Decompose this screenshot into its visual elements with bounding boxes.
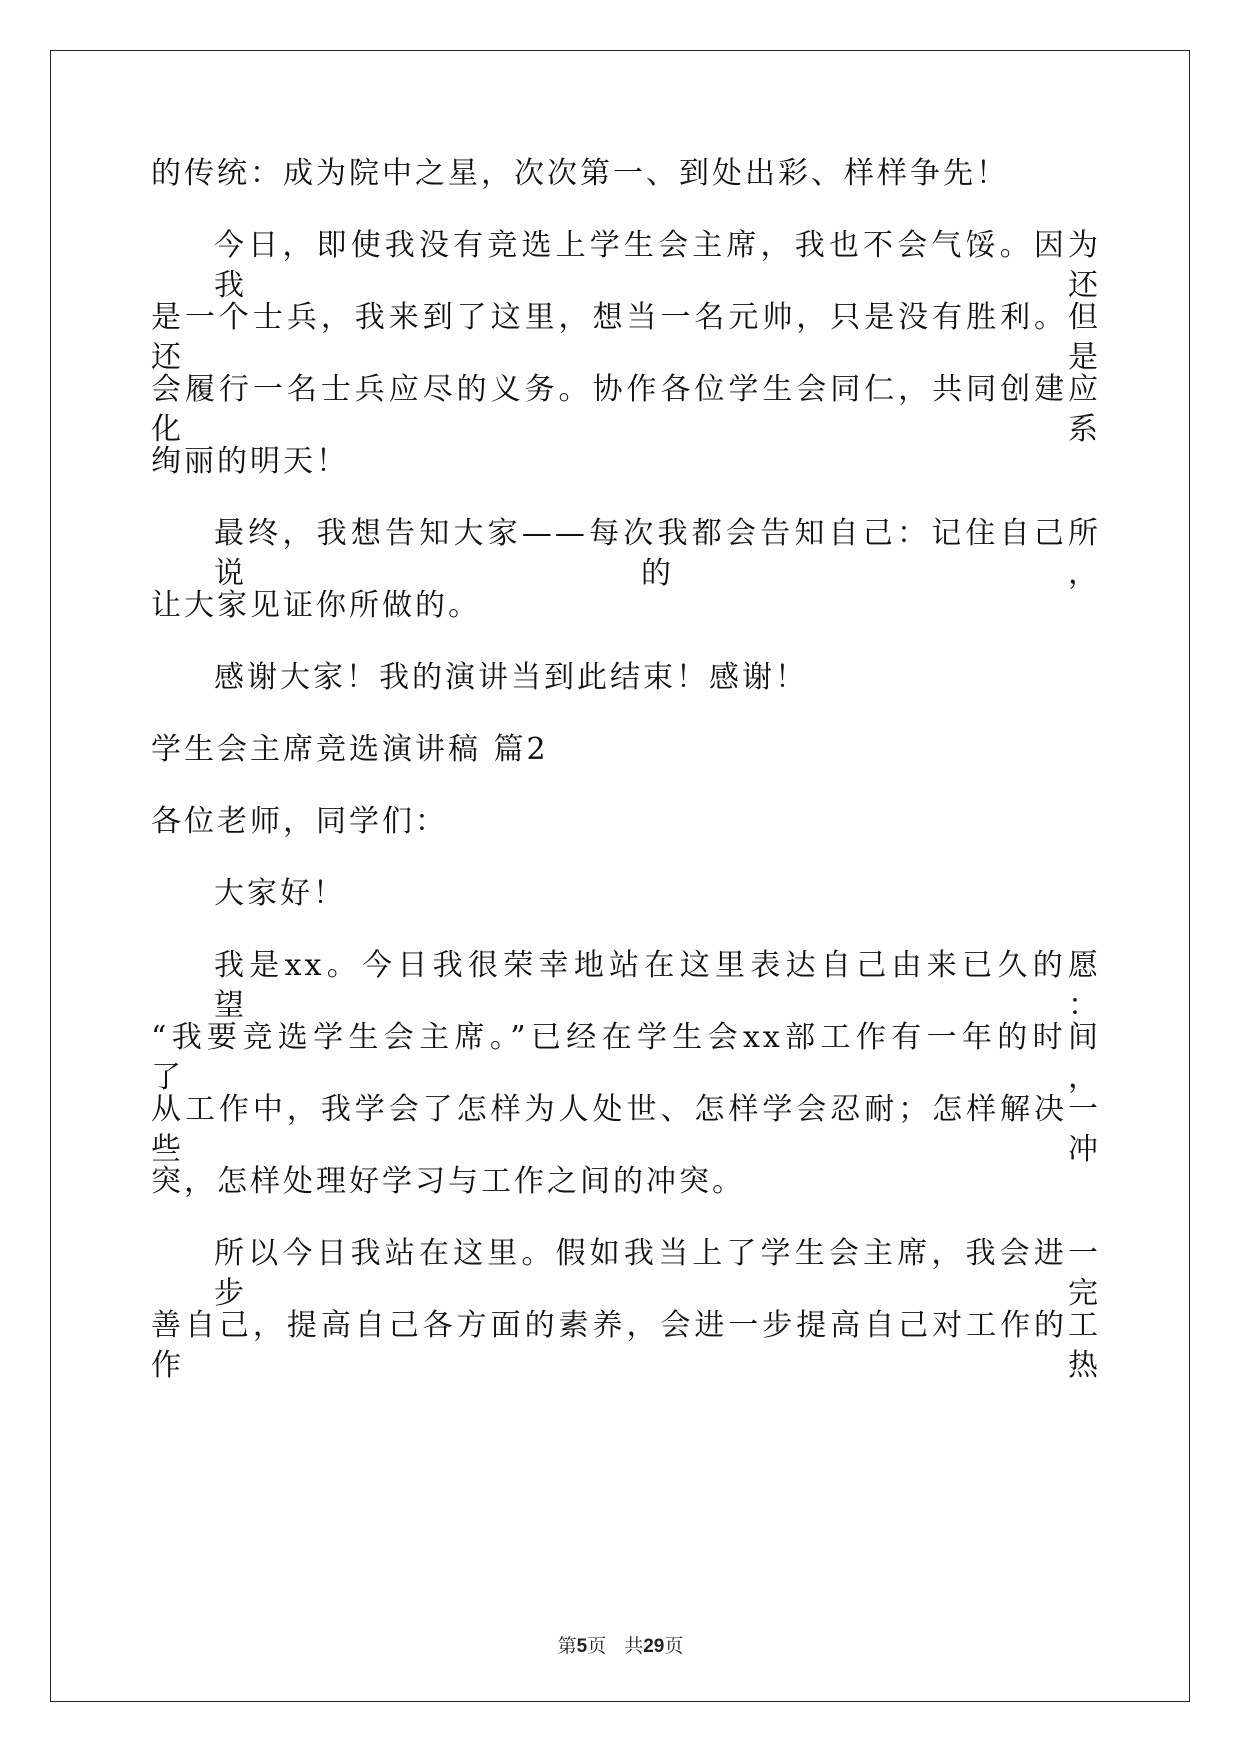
- current-page-number: 5: [576, 1636, 588, 1657]
- paragraph-line: 让大家见证你所做的。: [151, 588, 481, 623]
- paragraph-line: 所以今日我站在这里。假如我当上了学生会主席，我会进一步完: [214, 1236, 1101, 1311]
- section-heading: 学生会主席竞选演讲稿 篇2: [151, 732, 549, 767]
- paragraph-line: 最终，我想告知大家——每次我都会告知自己：记住自己所说的，: [214, 516, 1101, 591]
- page-footer: [0, 1634, 1241, 1659]
- paragraph-line: 突，怎样处理好学习与工作之间的冲突。: [151, 1164, 745, 1199]
- total-pages-number: 29: [643, 1636, 665, 1657]
- footer-page-suffix: 页: [587, 1635, 607, 1657]
- greeting: 大家好！: [214, 876, 346, 911]
- footer-total-suffix: 页: [664, 1635, 684, 1657]
- paragraph-line: 从工作中，我学会了怎样为人处世、怎样学会忍耐；怎样解决一些冲: [151, 1092, 1101, 1167]
- paragraph-line: 是一个士兵，我来到了这里，想当一名元帅，只是没有胜利。但还是: [151, 300, 1101, 375]
- paragraph-line: 我是xx。今日我很荣幸地站在这里表达自己由来已久的愿望：: [214, 948, 1101, 1023]
- paragraph-line: 绚丽的明天！: [151, 444, 349, 479]
- paragraph-line: “我要竞选学生会主席。”已经在学生会xx部工作有一年的时间了，: [151, 1020, 1101, 1095]
- salutation: 各位老师，同学们：: [151, 804, 448, 839]
- paragraph-line: 的传统：成为院中之星，次次第一、到处出彩、样样争先！: [151, 156, 1009, 191]
- footer-prefix: 第: [557, 1635, 577, 1657]
- paragraph-line: 感谢大家！我的演讲当到此结束！感谢！: [214, 660, 808, 695]
- paragraph-line: 今日，即使我没有竞选上学生会主席，我也不会气馁。因为我还: [214, 228, 1101, 303]
- footer-total-prefix: 共: [624, 1635, 644, 1657]
- paragraph-line: 善自己，提高自己各方面的素养，会进一步提高自己对工作的工作热: [151, 1308, 1101, 1383]
- paragraph-line: 会履行一名士兵应尽的义务。协作各位学生会同仁，共同创建应化系: [151, 372, 1101, 447]
